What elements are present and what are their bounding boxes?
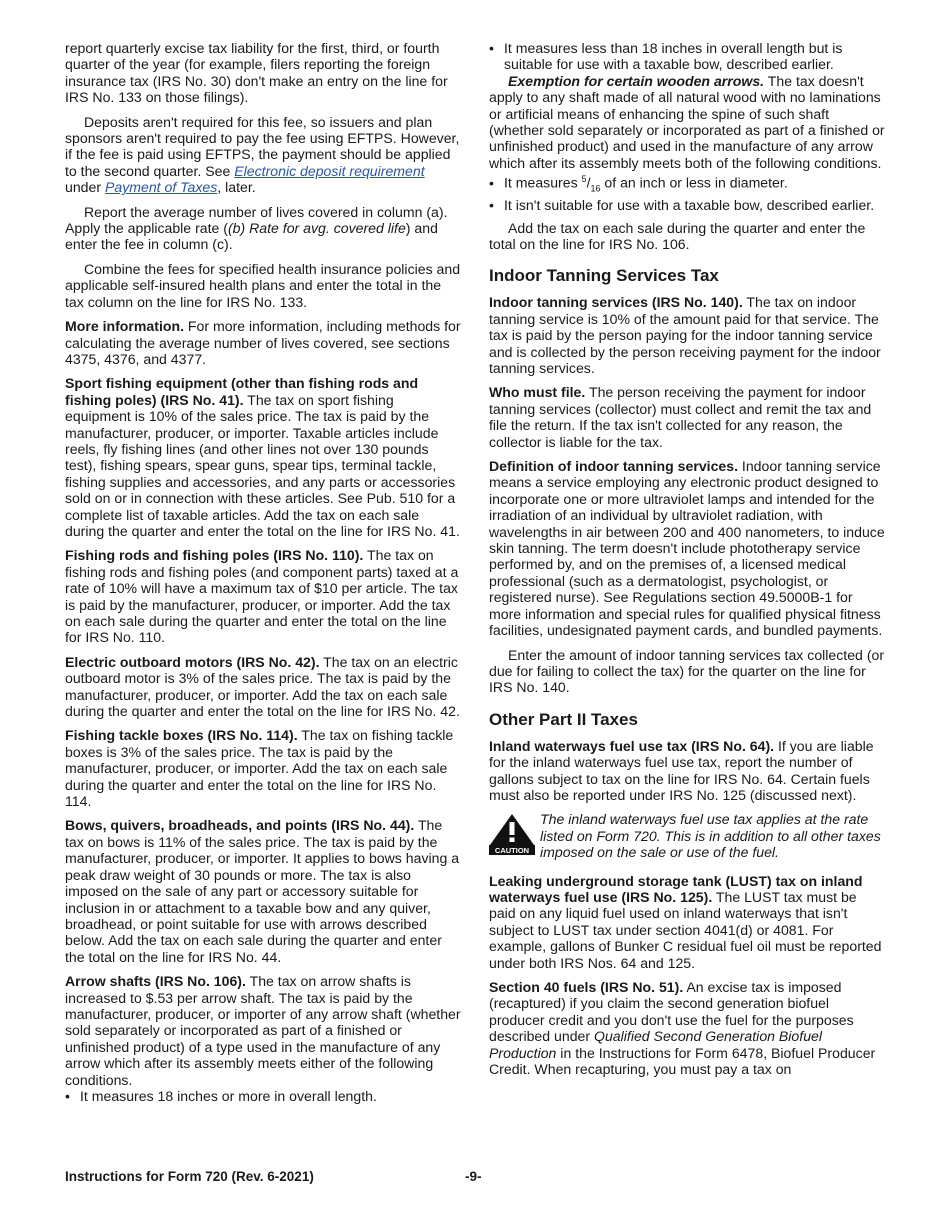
- section-sport-fishing: Sport fishing equipment (other than fishing rods and fishing poles) (IRS No. 41). The tax on sport fishing equipment is 10% of the sales price. The tax is paid by the manufacturer, producer, or importer. Taxable articles include reels, fly fishing lines (and other lines not over 130 pounds test), fishing spears, spear guns, spear tips, terminal tackle, fishing supplies and accessories, and any parts or accessories sold on or in connection with these articles. See Pub. 510 for a complete list of taxable articles. Add the tax on each sale during the quarter and enter the total on the line for IRS No. 41.: [65, 375, 460, 539]
- section-outboard-motors: Electric outboard motors (IRS No. 42). The tax on an electric outboard motor is 3% of the sales price. The tax is paid by the manufacturer, producer, or importer. Add the tax on each sale during the quarter and enter the total on the line for IRS No. 42.: [65, 653, 460, 720]
- paragraph: Add the tax on each sale during the quarter and enter the total on the line for IRS No. 106.: [489, 219, 866, 252]
- paragraph: Enter the amount of indoor tanning services tax collected (or due for failing to collect the tax) for the quarter on the line for IRS No. 140.: [489, 646, 885, 696]
- right-column: [489, 40, 885, 1085]
- caution-note: [489, 811, 885, 860]
- paragraph: Deposits aren't required for this fee, so issuers and plan sponsors aren't required to pay the fee using EFTPS. However, if the fee is paid using EFTPS, the payment should be applied to the second quarter. See Electronic deposit requirement under Payment of Taxes, later.: [65, 113, 460, 196]
- bullet-item: • It measures 18 inches or more in overall length.: [65, 1087, 377, 1104]
- section-more-information: More information. For more information, including methods for calculating the average number of lives covered, see sections 4375, 4376, and 4377.: [65, 318, 461, 367]
- section-wooden-arrows: Exemption for certain wooden arrows. The tax doesn't apply to any shaft made of all natural wood with no laminations or artificial means of enhancing the spine of such shaft (whether sold separately or incorporated as part of a finished or unfinished product) and used in the manufacture of any arrow which after its assembly meets both of the following conditions.: [489, 72, 885, 171]
- electronic-deposit-link[interactable]: Electronic deposit requirement: [234, 162, 425, 179]
- form-title: Instructions for Form 720 (Rev. 6-2021): [65, 1169, 314, 1184]
- page-footer: [65, 1169, 885, 1184]
- section-40-fuels: Section 40 fuels (IRS No. 51). An excise tax is imposed (recaptured) if you claim the second generation biofuel producer credit and you don't use the fuel for the purposes described under Qualified Second Generation Biofuel Production in the Instructions for Form 6478, Biofuel Producer Credit. When recapturing, you must pay a tax on: [489, 979, 876, 1078]
- bullet-icon: •: [65, 1087, 70, 1104]
- section-inland-waterways: Inland waterways fuel use tax (IRS No. 64). If you are liable for the inland waterways fuel use tax, report the number of gallons subject to tax on the line for IRS No. 64. Certain fuels must also be reported under IRS No. 125 (discussed next).: [489, 737, 874, 803]
- section-bows: Bows, quivers, broadheads, and points (IRS No. 44). The tax on bows is 11% of the sales price. The tax is paid by the manufacturer, producer, or importer. It applies to bows having a peak draw weight of 30 pounds or more. The tax is also imposed on the sale of any part or accessory suitable for inclusion in or attachment to a taxable bow and any quiver, broadhead, or point suitable for use with arrows described below. Add the tax on each sale during the quarter and enter the total on the line for IRS No. 44.: [65, 817, 460, 965]
- section-tanning-services: Indoor tanning services (IRS No. 140). The tax on indoor tanning service is 10% of the amount paid for that service. The tax is paid by the person paying for the indoor tanning service and is collected by the person receiving payment for the indoor tanning services.: [489, 294, 881, 376]
- paragraph: report quarterly excise tax liability for the first, third, or fourth quarter of the year (for example, filers reporting the foreign insurance tax (IRS No. 30) don't make an entry on the line for IRS No. 133 on those filings).: [65, 40, 448, 106]
- paragraph: Report the average number of lives covered in column (a). Apply the applicable rate ((b) Rate for avg. covered life) and enter the fee in column (c).: [65, 203, 448, 253]
- bullet-icon: •: [489, 174, 494, 191]
- section-tanning-definition: Definition of indoor tanning services. Indoor tanning service means a service employing any electronic product designed to incorporate one or more ultraviolet lamps and intended for the irradiation of an individual by ultraviolet radiation, with wavelengths in air between 200 and 400 nanometers, to induce skin tanning. The term doesn't include phototherapy service performed by, and on the premises of, a licensed medical professional (such as a dermatologist, psychologist, or registered nurse). See Regulations section 49.5000B-1 for more information and special rules for qualified physical fitness facilities, undesignated payment cards, and bundled payments.: [489, 458, 885, 639]
- bullet-icon: •: [489, 197, 494, 214]
- caution-text: The inland waterways fuel use tax applies at the rate listed on Form 720. This is in addition to all other taxes imposed on the sale or use of the fuel.: [540, 811, 881, 861]
- caution-label: CAUTION: [494, 846, 530, 856]
- bullet-item: • It measures $^5/_{16}$ of an inch or less in diameter.: [489, 174, 788, 194]
- bullet-item: • It isn't suitable for use with a taxable bow, described earlier.: [489, 197, 875, 214]
- page-number: -9-: [465, 1169, 482, 1184]
- caution-icon: [489, 813, 535, 855]
- section-arrow-shafts: Arrow shafts (IRS No. 106). The tax on arrow shafts is increased to $.53 per arrow shaft. The tax is paid by the manufacturer, producer, or importer of any arrow shaft (whether sold separately or incorporated as part of a finished or unfinished product) of a type used in the manufacture of any arrow which after its assembly meets either of the following conditions.: [65, 973, 461, 1088]
- section-who-must-file: Who must file. The person receiving the payment for indoor tanning services (collector) must collect and remit the tax and file the return. If the tax isn't collected for any reason, the collector is liable for the tax.: [489, 384, 872, 450]
- section-title-tanning: Indoor Tanning Services Tax: [489, 266, 719, 286]
- payment-of-taxes-link[interactable]: Payment of Taxes: [104, 179, 218, 196]
- paragraph: Combine the fees for specified health insurance policies and applicable self-insured health plans and enter the total in the tax column on the line for IRS No. 133.: [65, 260, 461, 310]
- section-lust-tax: Leaking underground storage tank (LUST) tax on inland waterways fuel use (IRS No. 125). The LUST tax must be paid on any liquid fuel used on inland waterways that isn't subject to LUST tax under section 4041(d) or 4081. For example, gallons of Bunker C residual fuel oil must be reported under both IRS Nos. 64 and 125.: [489, 872, 882, 971]
- left-column: [65, 40, 461, 1104]
- section-tackle-boxes: Fishing tackle boxes (IRS No. 114). The tax on fishing tackle boxes is 3% of the sales price. The tax is paid by the manufacturer, producer, or importer. Add the tax on each sale during the quarter and enter the total on the line for IRS No. 114.: [65, 727, 454, 810]
- bullet-item: • It measures less than 18 inches in overall length but is suitable for use with a taxable bow, described earlier.: [489, 40, 843, 73]
- bullet-icon: •: [489, 40, 494, 56]
- section-title-other-taxes: Other Part II Taxes: [489, 709, 638, 729]
- section-fishing-rods: Fishing rods and fishing poles (IRS No. 110). The tax on fishing rods and fishing poles (and component parts) taxed at a rate of 10% will have a maximum tax of $10 per article. The tax is paid by the manufacturer, producer, or importer. Add the tax on each sale during the quarter and enter the total on the line for IRS No. 110.: [65, 547, 459, 646]
